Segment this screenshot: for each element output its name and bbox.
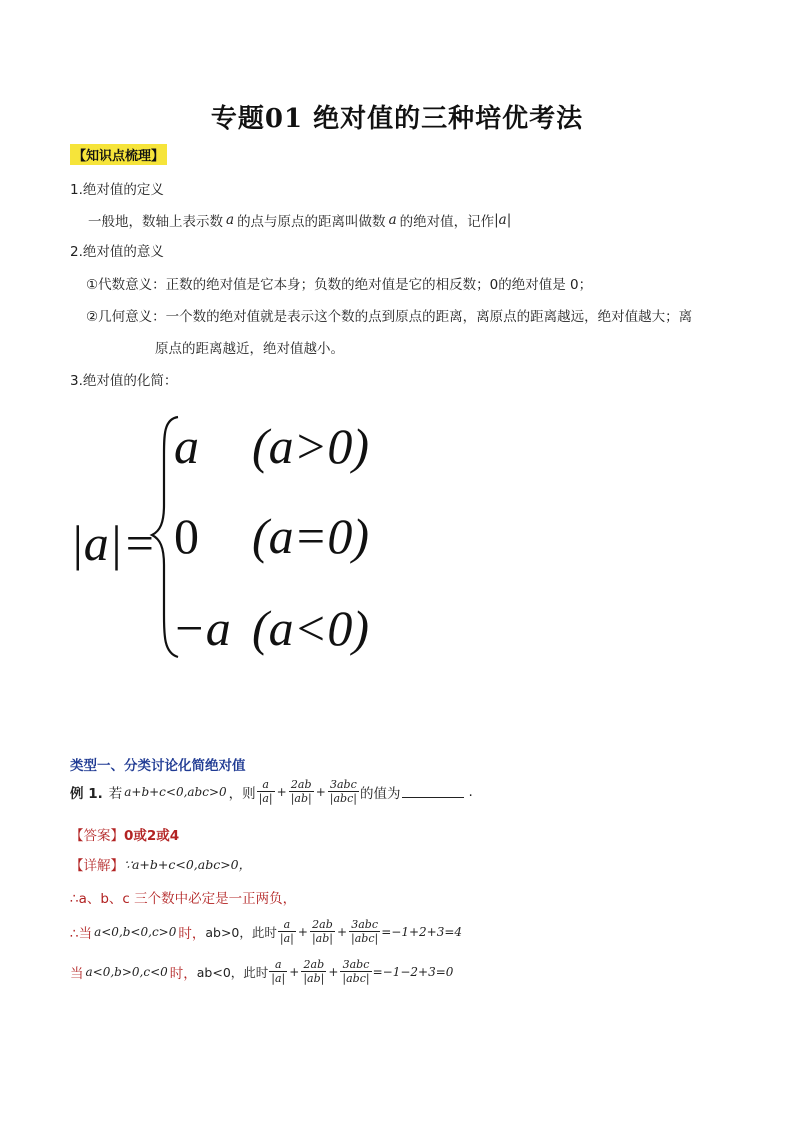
definition-text: 一般地，数轴上表示数 a 的点与原点的距离叫做数 a 的绝对值，记作 |a|: [88, 212, 512, 230]
detail-line-3: ∴当 a<0,b<0,c>0 时， ab>0，此时 $\frac{a}{|a|}$ + $\frac{2ab}{|ab|}$ + $\frac{\text{3abc}}{\text{|abc|}}$ =−1+2+3=4: [70, 918, 463, 946]
answer-line: [70, 824, 179, 844]
example-fraction-3: $\frac{\text{3abc}}{\text{|abc|}}$: [329, 778, 357, 806]
answer-label: 【答案】: [70, 828, 124, 844]
case-1-value: a: [174, 418, 199, 474]
geometric-meaning-cont: 原点的距离越近，绝对值越小。: [155, 341, 344, 357]
detail-label: 【详解】: [70, 858, 124, 874]
detail-line-4: 当 a<0,b>0,c<0 时， ab<0，此时 $\frac{a}{|a|}$ + $\frac{2ab}{|ab|}$ + $\frac{\text{3abc}}{\text{|abc|}}$ =−1−2+3=0: [70, 958, 454, 986]
example-label: 例 1.: [70, 785, 103, 802]
case-3-value: −a: [172, 600, 231, 656]
page-title: 专题01 绝对值的三种培优考法: [210, 104, 584, 134]
formula-lhs: |a|=: [70, 515, 157, 571]
answer-value: 0或2或4: [124, 828, 180, 844]
example-fraction-1: $\frac{a}{|a|}$: [258, 778, 273, 806]
section-1-title: 1.绝对值的定义: [70, 182, 164, 198]
example-condition: a+b+c<0,abc>0: [124, 784, 227, 799]
answer-blank: [402, 785, 464, 798]
section-2-title: 2.绝对值的意义: [70, 244, 164, 260]
case-3-condition: (a<0): [252, 600, 370, 656]
section-tag: 【知识点梳理】: [70, 144, 167, 165]
example-1: 例 1. 若 a+b+c<0,abc>0 ，则 $\frac{a}{|a|}$ + $\frac{2ab}{|ab|}$ + $\frac{\text{3abc}}{\text{|abc|}}$ 的值为 .: [70, 778, 473, 806]
case-2-condition: (a=0): [252, 508, 370, 564]
case-2-value: 0: [174, 508, 199, 564]
case-1-condition: (a>0): [252, 418, 370, 474]
example-fraction-2: $\frac{2ab}{|ab|}$: [290, 778, 312, 806]
detail-line-2: ∴a、b、c 三个数中必定是一正两负，: [70, 891, 297, 907]
type-1-heading: 类型一、分类讨论化简绝对值: [70, 758, 246, 774]
absolute-value-formula: [66, 395, 386, 685]
section-3-title: 3.绝对值的化简：: [70, 373, 178, 389]
geometric-meaning: ②几何意义：一个数的绝对值就是表示这个数的点到原点的距离，离原点的距离越远，绝对值越大；离: [86, 309, 693, 325]
algebraic-meaning: ①代数意义：正数的绝对值是它本身；负数的绝对值是它的相反数；0的绝对值是 0；: [86, 277, 593, 293]
detail-line-1: 【详解】 ∵a+b+c<0,abc>0，: [70, 854, 251, 874]
